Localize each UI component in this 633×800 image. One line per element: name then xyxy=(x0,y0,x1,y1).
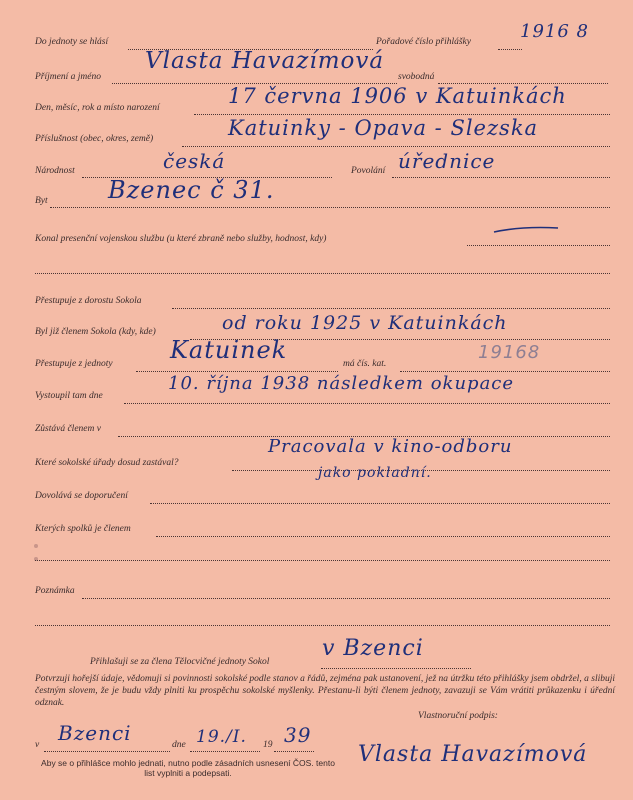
label-spolku: Kterých spolků je členem xyxy=(35,524,131,534)
line-kat xyxy=(400,371,610,372)
hw-prestupuje: Katuinek xyxy=(170,336,288,364)
line-vojenska xyxy=(467,245,610,246)
line-sokol-v xyxy=(321,668,471,669)
line-povolani xyxy=(392,177,610,178)
label-svobodna: svobodná xyxy=(398,72,435,82)
label-v: v xyxy=(35,740,40,750)
label-dne: dne xyxy=(172,740,186,750)
hw-narodnost: česká xyxy=(163,149,226,173)
line-prestupuje xyxy=(136,371,338,372)
line-spolku xyxy=(156,536,610,537)
label-vystoupil: Vystoupil tam dne xyxy=(35,391,103,401)
hw-prislusnost: Katuinky - Opava - Slezska xyxy=(228,116,539,140)
line-misto xyxy=(44,751,170,752)
label-prestupuje: Přestupuje z jednoty xyxy=(35,359,113,369)
label-jednota: Do jednoty se hlásí xyxy=(35,37,109,47)
label-doporuceni: Dovolává se doporučení xyxy=(35,491,128,501)
hw-vystoupil: 10. října 1938 následkem okupace xyxy=(168,373,515,394)
hw-byt: Bzenec č 31. xyxy=(108,176,275,204)
line-datum xyxy=(190,751,260,752)
hw-clenem: od roku 1925 v Katuinkách xyxy=(222,312,508,334)
hw-kat-cislo: 19168 xyxy=(478,342,541,363)
label-dorost: Přestupuje z dorostu Sokola xyxy=(35,296,142,306)
hw-poradove: 1916 8 xyxy=(520,21,589,42)
hw-urady-2: jako pokladní. xyxy=(318,465,432,481)
hw-povolani: úřednice xyxy=(398,149,496,173)
label-urady: Které sokolské úřady dosud zastával? xyxy=(35,458,179,468)
line-poznamka xyxy=(82,598,610,599)
line-poznamka-2 xyxy=(35,625,610,626)
hw-sokol-v: v Bzenci xyxy=(322,636,424,661)
hw-jmeno: Vlasta Havazímová xyxy=(145,48,385,74)
hw-rok: 39 xyxy=(284,723,312,747)
label-poradove: Pořadové číslo přihlášky xyxy=(376,37,471,47)
declaration-text: Potvrzuji hořejší údaje, vědomuji si povinnosti sokolské podle stanov a řádů, zejména pak ustanovení, jež na útržku této přihlášky jsem obdržel, a slibuji čestným slovem, že je budu vždy plniti ku prospěchu sokolské myšlenky. Přestanu-li býti členem jednoty, zavazuji se Vám vrátiti průkazenku i úřední odznak. xyxy=(35,674,615,708)
signature: Vlasta Havazímová xyxy=(358,742,588,767)
line-vystoupil xyxy=(124,403,610,404)
line-narozeni xyxy=(194,114,610,115)
dash-stroke xyxy=(492,224,562,236)
label-povolani: Povolání xyxy=(351,166,386,176)
footnote-text: Aby se o přihlášce mohlo jednati, nutno podle zásadních usnesení ČOS. tento list vyplniti a podepsati. xyxy=(41,758,335,778)
label-jmeno: Příjmení a jméno xyxy=(35,72,101,82)
line-rok xyxy=(274,751,314,752)
label-clenem: Byl již členem Sokola (kdy, kde) xyxy=(35,327,156,337)
label-poznamka: Poznámka xyxy=(35,586,75,596)
line-dorost xyxy=(172,308,610,309)
label-narodnost: Národnost xyxy=(35,166,75,176)
label-prislusnost: Příslušnost (obec, okres, země) xyxy=(35,134,154,144)
label-ma-cis: má čís. kat. xyxy=(343,359,387,369)
punch-hole xyxy=(34,544,38,548)
label-year-prefix: 19 xyxy=(263,740,273,750)
line-doporuceni xyxy=(150,503,610,504)
hw-narozeni: 17 června 1906 v Katuinkách xyxy=(228,84,567,108)
line-spolku-2 xyxy=(35,560,610,561)
line-byt xyxy=(50,207,610,208)
line-vojenska-2 xyxy=(35,273,610,274)
label-narozeni: Den, měsíc, rok a místo narození xyxy=(35,103,160,113)
label-zustava: Zůstává členem v xyxy=(35,424,101,434)
label-byt: Byt xyxy=(35,196,48,206)
line-prislusnost xyxy=(182,146,610,147)
line-poradove xyxy=(498,49,522,50)
label-prihlasuji: Přihlašuji se za člena Tělocvičné jednoty Sokol xyxy=(90,657,270,667)
hw-datum: 19./I. xyxy=(196,727,247,747)
label-podpis: Vlastnoruční podpis: xyxy=(418,711,498,721)
hw-urady-1: Pracovala v kino-odboru xyxy=(268,436,513,457)
label-vojenska: Konal presenční vojenskou službu (u které zbraně nebo služby, hodnost, kdy) xyxy=(35,234,327,244)
hw-misto: Bzenci xyxy=(58,721,132,745)
